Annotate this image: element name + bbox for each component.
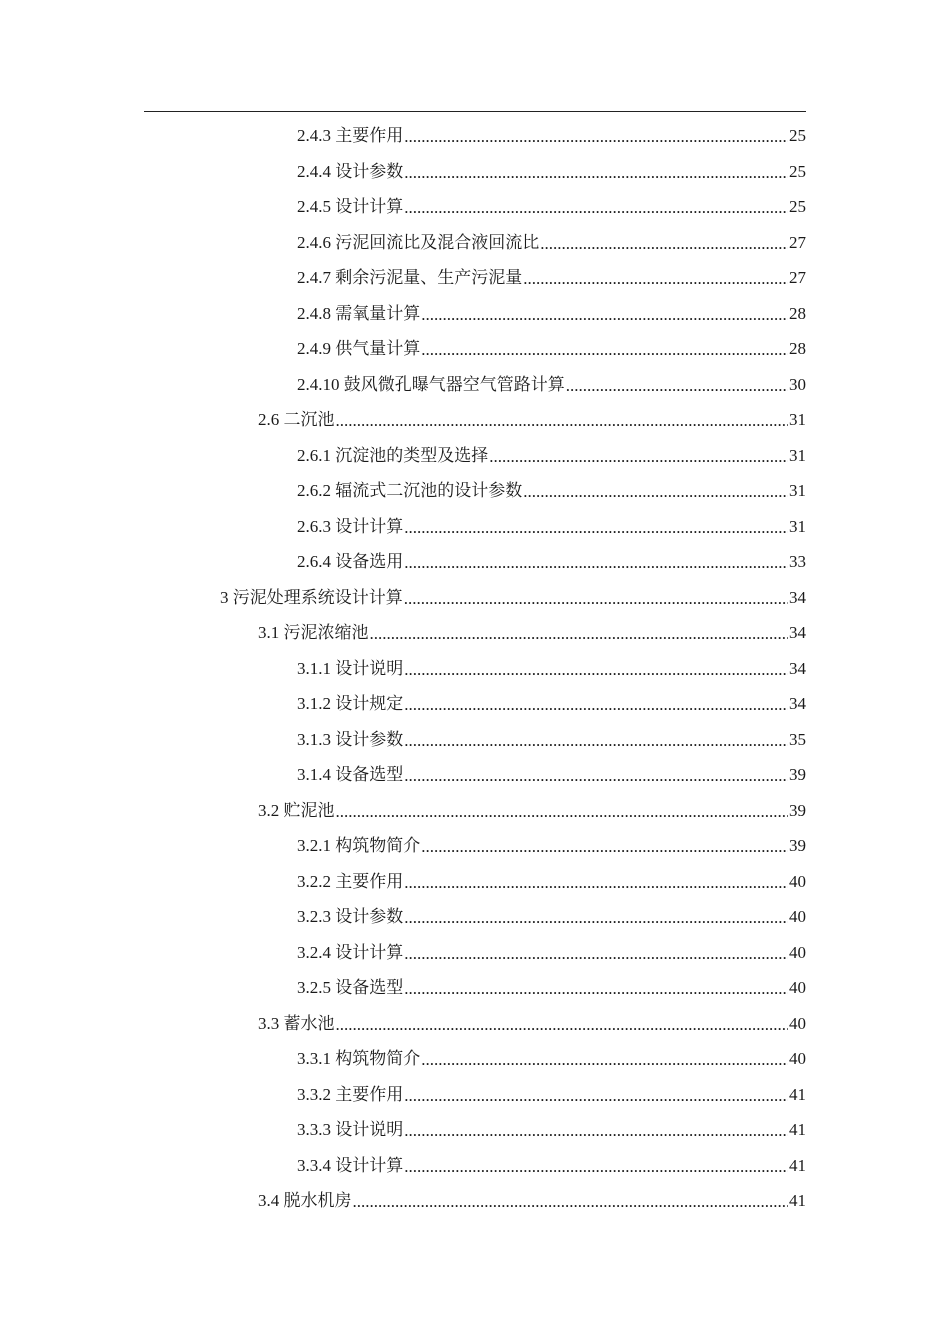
toc-dot-leader — [404, 554, 788, 571]
toc-entry-title: 2.6.2 辐流式二沉池的设计参数 — [297, 481, 523, 501]
toc-dot-leader — [336, 803, 789, 820]
toc-entry[interactable] — [0, 651, 950, 687]
toc-entry-page-number: 40 — [789, 1013, 806, 1033]
toc-entry-title: 3.1.1 设计说明 — [297, 658, 404, 678]
toc-entry-title: 2.4.4 设计参数 — [297, 161, 404, 181]
toc-dot-leader — [523, 483, 788, 500]
toc-entry-title: 2.6.1 沉淀池的类型及选择 — [297, 445, 489, 465]
toc-dot-leader — [404, 519, 788, 536]
toc-entry[interactable] — [0, 367, 950, 403]
toc-entry-page-number: 27 — [789, 232, 806, 252]
toc-dot-leader — [404, 909, 788, 926]
toc-entry[interactable] — [0, 1183, 950, 1219]
toc-dot-leader — [566, 377, 788, 394]
toc-entry-title: 3.2 贮泥池 — [258, 800, 335, 820]
toc-dot-leader — [489, 448, 788, 465]
toc-entry-page-number: 30 — [789, 374, 806, 394]
toc-dot-leader — [404, 199, 788, 216]
toc-dot-leader — [404, 1087, 788, 1104]
toc-entry-page-number: 40 — [789, 1049, 806, 1069]
toc-dot-leader — [404, 164, 788, 181]
toc-entry[interactable] — [0, 1077, 950, 1113]
toc-entry-title: 3.2.2 主要作用 — [297, 871, 404, 891]
toc-entry-title: 2.4.8 需氧量计算 — [297, 303, 421, 323]
toc-entry-page-number: 31 — [789, 410, 806, 430]
toc-entry[interactable] — [0, 154, 950, 190]
toc-dot-leader — [353, 1193, 789, 1210]
toc-entry-title: 2.4.9 供气量计算 — [297, 339, 421, 359]
toc-entry[interactable] — [0, 473, 950, 509]
toc-entry-title: 3.3 蓄水池 — [258, 1013, 335, 1033]
toc-entry[interactable] — [0, 331, 950, 367]
toc-dot-leader — [421, 306, 788, 323]
toc-dot-leader — [404, 732, 788, 749]
toc-entry[interactable] — [0, 1041, 950, 1077]
toc-entry-title: 3.2.5 设备选型 — [297, 978, 404, 998]
toc-dot-leader — [404, 661, 788, 678]
toc-entry-page-number: 40 — [789, 907, 806, 927]
toc-entry-page-number: 28 — [789, 339, 806, 359]
toc-entry-page-number: 27 — [789, 268, 806, 288]
toc-dot-leader — [336, 1016, 789, 1033]
toc-entry-page-number: 25 — [789, 161, 806, 181]
toc-entry-title: 3.2.4 设计计算 — [297, 942, 404, 962]
toc-entry-page-number: 25 — [789, 197, 806, 217]
toc-entry[interactable] — [0, 225, 950, 261]
toc-dot-leader — [404, 1122, 788, 1139]
toc-entry-title: 3.2.3 设计参数 — [297, 907, 404, 927]
toc-entry-page-number: 31 — [789, 445, 806, 465]
toc-entry-page-number: 41 — [789, 1191, 806, 1211]
toc-entry-title: 3 污泥处理系统设计计算 — [220, 587, 403, 607]
toc-entry-page-number: 35 — [789, 729, 806, 749]
toc-entry-title: 3.1.2 设计规定 — [297, 694, 404, 714]
toc-entry-page-number: 34 — [789, 658, 806, 678]
toc-entry[interactable] — [0, 118, 950, 154]
toc-entry-title: 2.4.10 鼓风微孔曝气器空气管路计算 — [297, 374, 565, 394]
toc-dot-leader — [404, 1158, 788, 1175]
toc-entry[interactable] — [0, 402, 950, 438]
toc-entry-page-number: 39 — [789, 800, 806, 820]
toc-entry-page-number: 34 — [789, 587, 806, 607]
toc-entry[interactable] — [0, 722, 950, 758]
toc-entry-title: 3.3.1 构筑物简介 — [297, 1049, 421, 1069]
toc-dot-leader — [404, 945, 788, 962]
toc-entry-title: 2.4.3 主要作用 — [297, 126, 404, 146]
toc-entry-title: 3.3.3 设计说明 — [297, 1120, 404, 1140]
toc-entry-title: 3.1.4 设备选型 — [297, 765, 404, 785]
toc-entry-title: 3.1 污泥浓缩池 — [258, 623, 369, 643]
toc-dot-leader — [421, 341, 788, 358]
toc-dot-leader — [404, 696, 788, 713]
toc-entry-page-number: 40 — [789, 978, 806, 998]
toc-entry[interactable] — [0, 686, 950, 722]
toc-entry-page-number: 39 — [789, 765, 806, 785]
toc-entry[interactable] — [0, 260, 950, 296]
toc-entry[interactable] — [0, 864, 950, 900]
table-of-contents — [0, 118, 950, 1219]
toc-entry[interactable] — [0, 757, 950, 793]
toc-dot-leader — [404, 128, 788, 145]
toc-entry[interactable] — [0, 935, 950, 971]
toc-entry[interactable] — [0, 615, 950, 651]
toc-dot-leader — [336, 412, 789, 429]
toc-entry[interactable] — [0, 509, 950, 545]
toc-entry[interactable] — [0, 296, 950, 332]
toc-entry[interactable] — [0, 544, 950, 580]
header-rule — [144, 111, 806, 112]
toc-entry[interactable] — [0, 438, 950, 474]
toc-entry-page-number: 41 — [789, 1084, 806, 1104]
toc-entry-title: 2.6.3 设计计算 — [297, 516, 404, 536]
toc-entry-title: 2.6.4 设备选用 — [297, 552, 404, 572]
toc-entry-page-number: 40 — [789, 942, 806, 962]
toc-entry[interactable] — [0, 580, 950, 616]
toc-entry-page-number: 34 — [789, 694, 806, 714]
toc-entry-page-number: 34 — [789, 623, 806, 643]
toc-dot-leader — [540, 235, 788, 252]
toc-entry-page-number: 31 — [789, 481, 806, 501]
toc-entry-title: 3.4 脱水机房 — [258, 1191, 352, 1211]
toc-entry-title: 3.2.1 构筑物简介 — [297, 836, 421, 856]
toc-entry-page-number: 40 — [789, 871, 806, 891]
toc-entry-page-number: 33 — [789, 552, 806, 572]
toc-entry-page-number: 41 — [789, 1120, 806, 1140]
toc-entry-page-number: 31 — [789, 516, 806, 536]
toc-dot-leader — [421, 1051, 788, 1068]
toc-dot-leader — [421, 838, 788, 855]
toc-entry[interactable] — [0, 828, 950, 864]
toc-dot-leader — [404, 590, 788, 607]
toc-entry-title: 2.6 二沉池 — [258, 410, 335, 430]
toc-entry-title: 3.3.2 主要作用 — [297, 1084, 404, 1104]
toc-entry-page-number: 28 — [789, 303, 806, 323]
toc-dot-leader — [404, 767, 788, 784]
toc-entry-page-number: 25 — [789, 126, 806, 146]
toc-entry[interactable] — [0, 1112, 950, 1148]
toc-entry[interactable] — [0, 899, 950, 935]
toc-dot-leader — [523, 270, 788, 287]
toc-entry[interactable] — [0, 189, 950, 225]
toc-entry-page-number: 41 — [789, 1155, 806, 1175]
toc-entry-title: 2.4.6 污泥回流比及混合液回流比 — [297, 232, 540, 252]
toc-entry-title: 2.4.7 剩余污泥量、生产污泥量 — [297, 268, 523, 288]
toc-entry-title: 3.3.4 设计计算 — [297, 1155, 404, 1175]
toc-dot-leader — [370, 625, 789, 642]
toc-entry-page-number: 39 — [789, 836, 806, 856]
toc-entry-title: 2.4.5 设计计算 — [297, 197, 404, 217]
toc-entry[interactable] — [0, 793, 950, 829]
toc-dot-leader — [404, 874, 788, 891]
toc-entry[interactable] — [0, 1148, 950, 1184]
toc-dot-leader — [404, 980, 788, 997]
toc-entry[interactable] — [0, 970, 950, 1006]
toc-entry[interactable] — [0, 1006, 950, 1042]
toc-entry-title: 3.1.3 设计参数 — [297, 729, 404, 749]
